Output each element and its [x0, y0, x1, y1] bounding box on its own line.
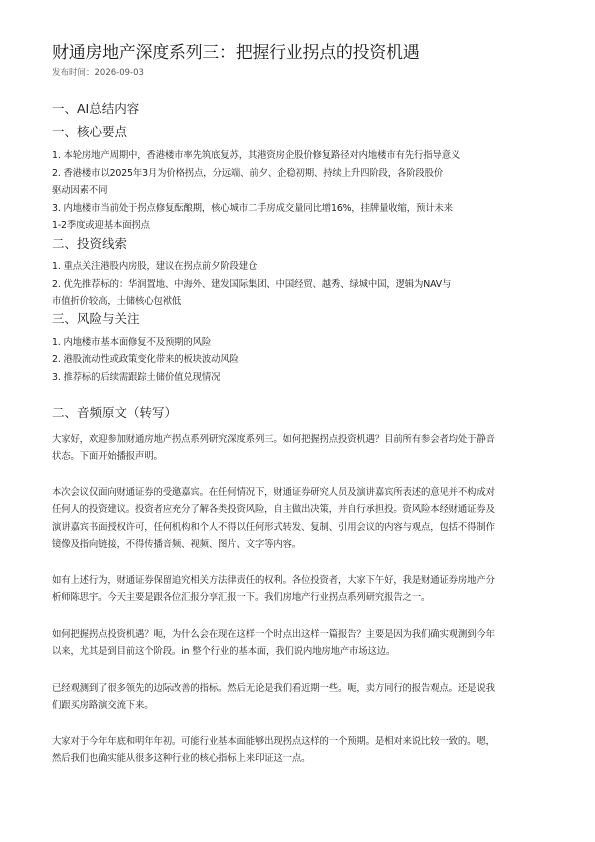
transcript-line: 然后我们也确实能从很多这种行业的核心指标上来印证这一点。 — [52, 753, 311, 764]
transcript-line: 已经观测到了很多领先的边际改善的指标。然后无论是我们看近期一些。呃，卖方同行的报告观点。还是说我 — [52, 683, 495, 694]
key-point-line: 驱动因素不同 — [52, 185, 108, 196]
transcript-line: 大家好，欢迎参加财通房地产拐点系列研究深度系列三。如何把握拐点投资机遇？目前所有参会者均处于静音 — [52, 434, 495, 445]
key-points-heading: 一、核心要点 — [52, 124, 128, 139]
key-point-line: 2. 香港楼市以2025年3月为价格拐点，分远端、前夕、企稳初期、持续上升四阶段，各阶段股价 — [52, 168, 444, 179]
risk-line: 2. 港股流动性或政策变化带来的板块波动风险 — [52, 354, 239, 365]
key-point-line: 3. 内地楼市当前处于拐点修复酝酿期，核心城市二手房成交量同比增16%，挂牌量收缩，预计未来 — [52, 203, 453, 214]
transcript-line: 如何把握拐点投资机遇？呃，为什么会在现在这样一个时点出这样一篇报告？主要是因为我们确实观测到今年 — [52, 629, 495, 640]
risks-heading: 三、风险与关注 — [52, 311, 140, 326]
transcript-line: 以来，尤其是到目前这个阶段。in 整个行业的基本面，我们说内地房地产市场这边。 — [52, 646, 396, 657]
transcript-line: 镜像及指向链接，不得传播音频、视频、图片、文字等内容。 — [52, 539, 302, 550]
transcript-line: 大家对于今年年底和明年年初。可能行业基本面能够出现拐点这样的一个预期。是相对来说比较一致的。嗯， — [52, 736, 495, 747]
risk-line: 1. 内地楼市基本面修复不及预期的风险 — [52, 337, 212, 348]
key-point-line: 1-2季度或迎基本面拐点 — [52, 220, 150, 231]
transcript-line: 们跟买房路演交流下来。 — [52, 700, 154, 711]
investment-clue-line: 市值折价较高，土储核心包袱低 — [52, 296, 182, 307]
transcript-line: 演讲嘉宾书面授权许可，任何机构和个人不得以任何形式转发、复制、引用会议的内容与观点，包括不得制作 — [52, 522, 495, 533]
transcript-line: 本次会议仅面向财通证券的受邀嘉宾。在任何情况下，财通证券研究人员及演讲嘉宾所表述的意见并不构成对 — [52, 487, 495, 498]
key-point-line: 1. 本轮房地产周期中，香港楼市率先筑底复苏，其港资房企股价修复路径对内地楼市有先行指导意义 — [52, 150, 461, 161]
publish-date: 发布时间：2026-09-03 — [52, 68, 144, 78]
page-title: 财通房地产深度系列三：把握行业拐点的投资机遇 — [52, 43, 420, 63]
investment-clue-line: 2. 优先推荐标的：华润置地、中海外、建发国际集团、中国经贸、越秀、绿城中国，逻辑为NAV与 — [52, 279, 452, 290]
transcript-line: 如有上述行为，财通证券保留追究相关方法律责任的权利。各位投资者，大家下午好，我是财通证券房地产分 — [52, 575, 495, 586]
transcript-line: 任何人的投资建议。投资者应充分了解各类投资风险，自主做出决策，并自行承担投。资风险本经财通证券及 — [52, 504, 495, 515]
transcript-line: 状态。下面开始播报声明。 — [52, 451, 163, 462]
investment-clue-line: 1. 重点关注港股内房股，建议在拐点前夕阶段建仓 — [52, 261, 258, 272]
transcript-heading: 二、音频原文（转写） — [52, 405, 178, 420]
summary-heading: 一、AI总结内容 — [52, 101, 140, 116]
investment-clues-heading: 二、投资线索 — [52, 236, 128, 251]
transcript-line: 析师陈思宇。今天主要是跟各位汇报分享汇报一下。我们房地产行业拐点系列研究报告之一。 — [52, 592, 431, 603]
risk-line: 3. 推荐标的后续需跟踪土储价值兑现情况 — [52, 372, 221, 383]
